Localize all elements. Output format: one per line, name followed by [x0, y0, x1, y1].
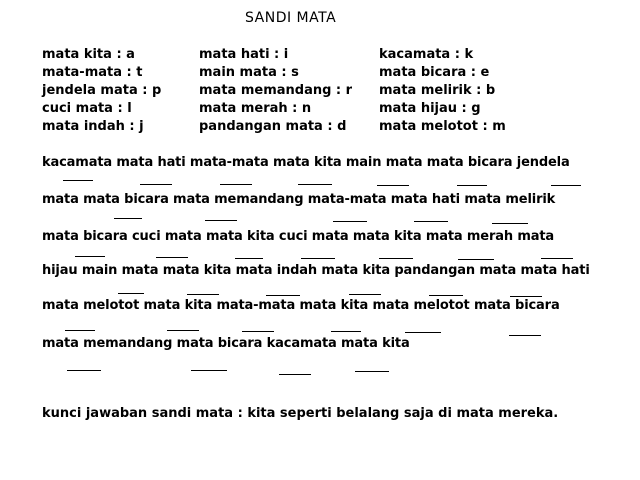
key-entry: kacamata : k [379, 47, 474, 62]
answer-blank [333, 221, 367, 222]
puzzle-line-3: mata bicara cuci mata mata kita cuci mata mata kita mata merah mata [42, 229, 555, 244]
answer-blank [301, 258, 335, 259]
key-entry: mata bicara : e [379, 65, 490, 80]
key-column-2 [199, 46, 352, 136]
puzzle-line-2: mata mata bicara mata memandang mata-mata mata hati mata melirik [42, 192, 556, 207]
key-entry: cuci mata : l [42, 101, 132, 116]
key-entry: mata melotot : m [379, 119, 506, 134]
answer-blank [63, 180, 93, 181]
answer-blank [457, 185, 487, 186]
answer-blank [510, 296, 542, 297]
key-entry: mata melirik : b [379, 83, 496, 98]
answer-blank [75, 256, 105, 257]
page-title: SANDI MATA [245, 10, 337, 26]
answer-blank [509, 335, 541, 336]
answer-blank [140, 184, 172, 185]
answer-blank [167, 330, 199, 331]
answer-blank [65, 330, 95, 331]
answer-blank [458, 259, 494, 260]
answer-blank [191, 370, 227, 371]
key-entry: main mata : s [199, 65, 299, 80]
answer-key: kunci jawaban sandi mata : kita seperti belalang saja di mata mereka. [42, 406, 559, 421]
answer-blank [492, 223, 528, 224]
key-entry: mata indah : j [42, 119, 144, 134]
key-column-3 [379, 46, 506, 136]
key-entry: mata merah : n [199, 101, 312, 116]
key-entry: mata hati : i [199, 47, 289, 62]
answer-blank [298, 184, 332, 185]
answer-blank [279, 374, 311, 375]
answer-blank [67, 370, 101, 371]
answer-blank [205, 220, 237, 221]
answer-blank [414, 221, 448, 222]
answer-blank [235, 258, 263, 259]
answer-blank [551, 185, 581, 186]
answer-blank [242, 331, 274, 332]
answer-blank [377, 185, 409, 186]
key-entry: mata-mata : t [42, 65, 143, 80]
answer-blank [379, 258, 413, 259]
key-entry: mata hijau : g [379, 101, 481, 116]
answer-blank [541, 258, 573, 259]
answer-blank [118, 293, 144, 294]
key-entry: jendela mata : p [42, 83, 162, 98]
answer-blank [187, 294, 219, 295]
answer-blank [355, 371, 389, 372]
answer-blank [156, 257, 188, 258]
answer-blank [266, 295, 300, 296]
answer-blank [331, 331, 361, 332]
answer-blank [405, 332, 441, 333]
puzzle-line-6: mata memandang mata bicara kacamata mata kita [42, 336, 410, 351]
puzzle-line-1: kacamata mata hati mata-mata mata kita main mata mata bicara jendela [42, 155, 570, 170]
answer-blank [114, 218, 142, 219]
answer-blank [220, 184, 252, 185]
key-entry: pandangan mata : d [199, 119, 347, 134]
key-entry: mata memandang : r [199, 83, 353, 98]
answer-blank [349, 294, 381, 295]
answer-blank [429, 295, 463, 296]
puzzle-line-5: mata melotot mata kita mata-mata mata kita mata melotot mata bicara [42, 298, 560, 313]
key-entry: mata kita : a [42, 47, 135, 62]
puzzle-line-4: hijau main mata mata kita mata indah mata kita pandangan mata mata hati [42, 263, 590, 278]
key-column-1 [42, 46, 161, 136]
